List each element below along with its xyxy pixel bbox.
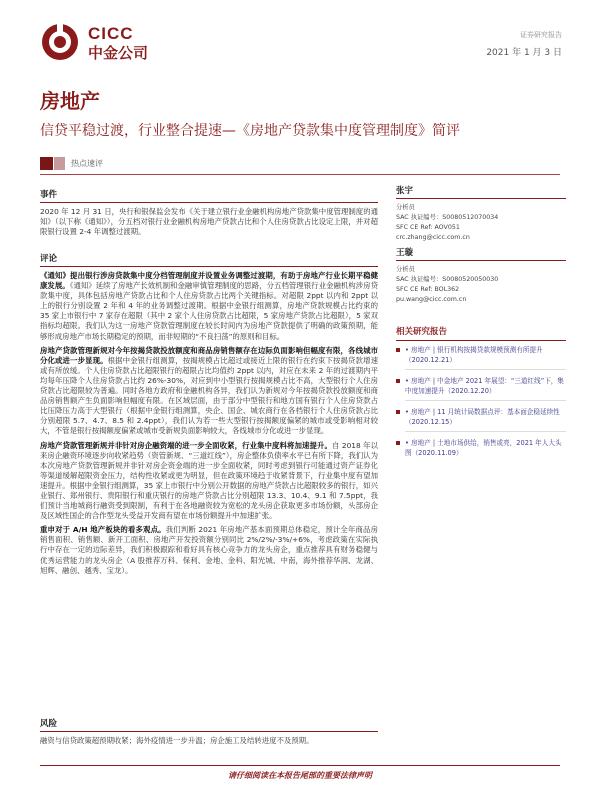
paragraph-lead: 房地产贷款管理新规并非针对房企融资端的进一步全面收紧，行业集中度料将加速提升。: [40, 440, 332, 450]
related-report-text[interactable]: • 房地产 | 11 月统计局数据点评：基本面企稳延续性（2020.12.15）: [405, 408, 560, 426]
report-type-badge: [40, 156, 103, 170]
paragraph-body: 我们判断 2021 年房地产基本面预期总体稳定，预计全年商品房销售面积、销售额、新开工面积、房地产开发投资额分别同比 2%/2%/-3%/+6%，考虑政策在实际执行中存在一定的边际差异，我们积极跟踪和看好具有核心竞争力的龙头房企，重点推荐具有财务稳健与优秀运营能力的龙头房企（A 股推荐万科、保利、金地、金科、阳光城、中南，海外推荐华润、龙湖、旭辉、融创、越秀、宝龙）。: [40, 525, 378, 575]
bullet-icon: [396, 379, 400, 383]
paragraph-lead: 房地产贷款管理新规对今年按揭贷款投放额度和商品房销售额存在边际负面影响但幅度有限，各线城市分化或进一步显现。: [40, 345, 378, 365]
analyst-card-2: [396, 246, 566, 305]
paragraph-lead: 《通知》提出银行涉房贷款集中度分档管理制度并设置业务调整过渡期，有助于房地产行业长期平稳健康发展。: [40, 271, 378, 291]
related-report-text[interactable]: • 房地产 | 银行机构按揭贷款规模预测有所提升（2020.12.21）: [405, 346, 543, 364]
analyst-email[interactable]: crc.zhang@cicc.com.cn: [396, 234, 470, 241]
comment-heading: 评论: [40, 254, 58, 264]
related-report-link[interactable]: [396, 438, 566, 458]
title-divider: [40, 174, 560, 175]
analyst-sfc: SFC CE Ref: AOV051: [396, 224, 460, 231]
related-report-text[interactable]: • 房地产 | 土地市场供给，销售或亮，2021 年人大头图（2020.11.09）: [405, 439, 562, 457]
analyst-card-1: [396, 184, 566, 243]
related-divider: [396, 340, 566, 341]
legal-notice: 请仔细阅读在本报告尾部的重要法律声明: [228, 771, 372, 780]
cicc-logo: [40, 22, 190, 62]
event-text: 2020 年 12 月 31 日，央行和银保监会发布《关于建立银行业金融机构房地产贷款集中度管理制度的通知》（以下称《通知》），分五档对银行业金融机构房地产贷款占比和个人住房贷款占比设定上限，并对超限银行设置 2-4 年调整过渡期。: [40, 207, 378, 237]
comment-section: [40, 248, 378, 580]
paragraph-body: 《通知》延续了房地产长效机制和金融审慎管理制度的思路，分五档管理银行业金融机构涉房贷款集中度，具体包括房地产贷款占比和个人住房贷款占比两个关键指标。对超限 2ppt 以内和 2ppt 以上的银行分别设置 2 年和 4 年的业务调整过渡期。根据中金银行组测算，房地产贷款规模占比约束的 35 家上市银行中 7 家存在超限（其中 2 家个人住房贷款占比超限，5 家房地产贷款占比超限），5 家双指标均超限。我们认为这一房地产贷款管理制度在较长时间内为房地产贷款提供了明确的政策预期，能够形成房地产市场长期稳定的预期，而非短期的“不良扫荡”的原则和目标。: [40, 281, 378, 341]
cicc-logo-mark-icon: [40, 22, 80, 62]
report-date: 2021 年 1 月 3 日: [486, 48, 562, 58]
related-report-text[interactable]: • 房地产 | 中金地产 2021 年展望：“三道红线”下，集中度加速提升（2020.12.20）: [405, 377, 564, 395]
related-report-link[interactable]: [396, 345, 566, 365]
analyst-name: 张宇: [396, 186, 414, 196]
event-section: [40, 184, 378, 241]
logo-text-en: CICC: [88, 24, 134, 43]
risk-text: 融资与信贷政策超预期收紧；海外疫情进一步升温；房企施工及结转进度不及预期。: [40, 736, 314, 745]
analyst-email[interactable]: pu.wang@cicc.com.cn: [396, 296, 467, 303]
analyst-title: 分析员: [396, 266, 415, 273]
paragraph-lead: 重申对于 A/H 地产板块的看多观点。: [40, 525, 166, 535]
related-reports: [396, 325, 566, 466]
bullet-icon: [396, 410, 400, 414]
footer-divider: [40, 765, 560, 766]
risk-section: [40, 713, 378, 750]
comment-paragraph-2: [40, 346, 378, 437]
report-tag: 证券研究报告: [520, 31, 562, 39]
section-divider: [396, 198, 566, 199]
related-heading: 相关研究报告: [396, 327, 448, 337]
risk-heading: 风险: [40, 719, 58, 729]
related-separator: [405, 400, 566, 401]
comment-paragraph-4: [40, 525, 378, 575]
badge-block-light: [54, 157, 65, 170]
report-type-label: 热点速评: [71, 158, 103, 168]
related-separator: [405, 431, 566, 432]
related-separator: [405, 369, 566, 370]
analyst-title: 分析员: [396, 204, 415, 211]
section-divider: [396, 260, 566, 261]
analyst-license: SAC 执证编号：S0080520050030: [396, 276, 499, 283]
event-heading: 事件: [40, 190, 58, 200]
badge-block-dark: [40, 157, 53, 170]
bullet-icon: [396, 441, 400, 445]
section-divider: [40, 202, 378, 203]
paragraph-body: 自 2018 年以来房企融资环境逐步向收紧趋势（资管新规、“三道红线”），房企整体负债率水平已有所下降，我们认为本次房地产贷款管理新规并非针对房企资金端的进一步全面收紧，同时考虑到银行可能通过资产证券化等渠道缓解超限资金压力，结构性收紧或更为明显，但在政策环境趋于收紧背景下，行业集中度有望加速提升。根据中金银行组测算，35 家上市银行中分别公开数据的房地产贷款占比超限较多的银行，如兴业银行、郑州银行、贵阳银行和重庆银行的房地产贷款占比分别超限 13.3、10.4、9.1 和 7.5ppt，我们预计当地城商行融资受到限制，有利于在各地融资较为宽松的龙头房企获取更多市场份额，头部房企及区域性国企的合作型龙头受益开发商有望在市场份额提升中加速扩张。: [40, 440, 378, 521]
analyst-sfc: SFC CE Ref: BOL362: [396, 286, 460, 293]
related-report-link[interactable]: [396, 407, 566, 427]
related-report-link[interactable]: [396, 376, 566, 396]
paragraph-body: 根据中金银行组测算，按揭规模占比超过或接近上限的银行在约束下按揭贷款增速或有所放缓。个人住房贷款占比超限银行的超限占比均值约 2ppt 以内，对应在未来 2 年的过渡期内平均每年压降个人住房贷款占比约 26%-30%，对应到中小型银行按揭规模占比不高，大型银行个人住房贷款占比超限较为普遍。同时各地方政府和金融机构各异，我们认为新规对今年按揭贷款投放额度和商品房销售额产生负面影响但幅度有限。在区域层面，由于部分中型银行和地方国有银行个人住房贷款占比压降压力高于大型银行（根据中金银行组测算，央企、国企、城农商行在各档银行个人住房贷款占比分别超限 5.7、4.7、8.5 和 2.4ppt），我们认为若一些大型银行按揭额度偏紧的城市或受影响相对较大，不管是银行按揭额度偏紧或城市受新规负面影响较大，各线城市分化或进一步显现。: [40, 355, 378, 436]
comment-paragraph-3: [40, 441, 378, 522]
header-meta: [486, 30, 562, 58]
logo-text-cn: 中金公司: [88, 44, 149, 62]
section-divider: [40, 731, 378, 732]
analyst-name: 王璇: [396, 248, 414, 258]
sector-title: 房地产: [40, 89, 100, 113]
section-divider: [40, 266, 378, 267]
report-title: 信贷平稳过渡，行业整合提速—《房地产贷款集中度管理制度》简评: [40, 123, 460, 139]
bullet-icon: [396, 348, 400, 352]
comment-paragraph-1: [40, 271, 378, 342]
analyst-license: SAC 执证编号：S0080512070034: [396, 214, 499, 221]
